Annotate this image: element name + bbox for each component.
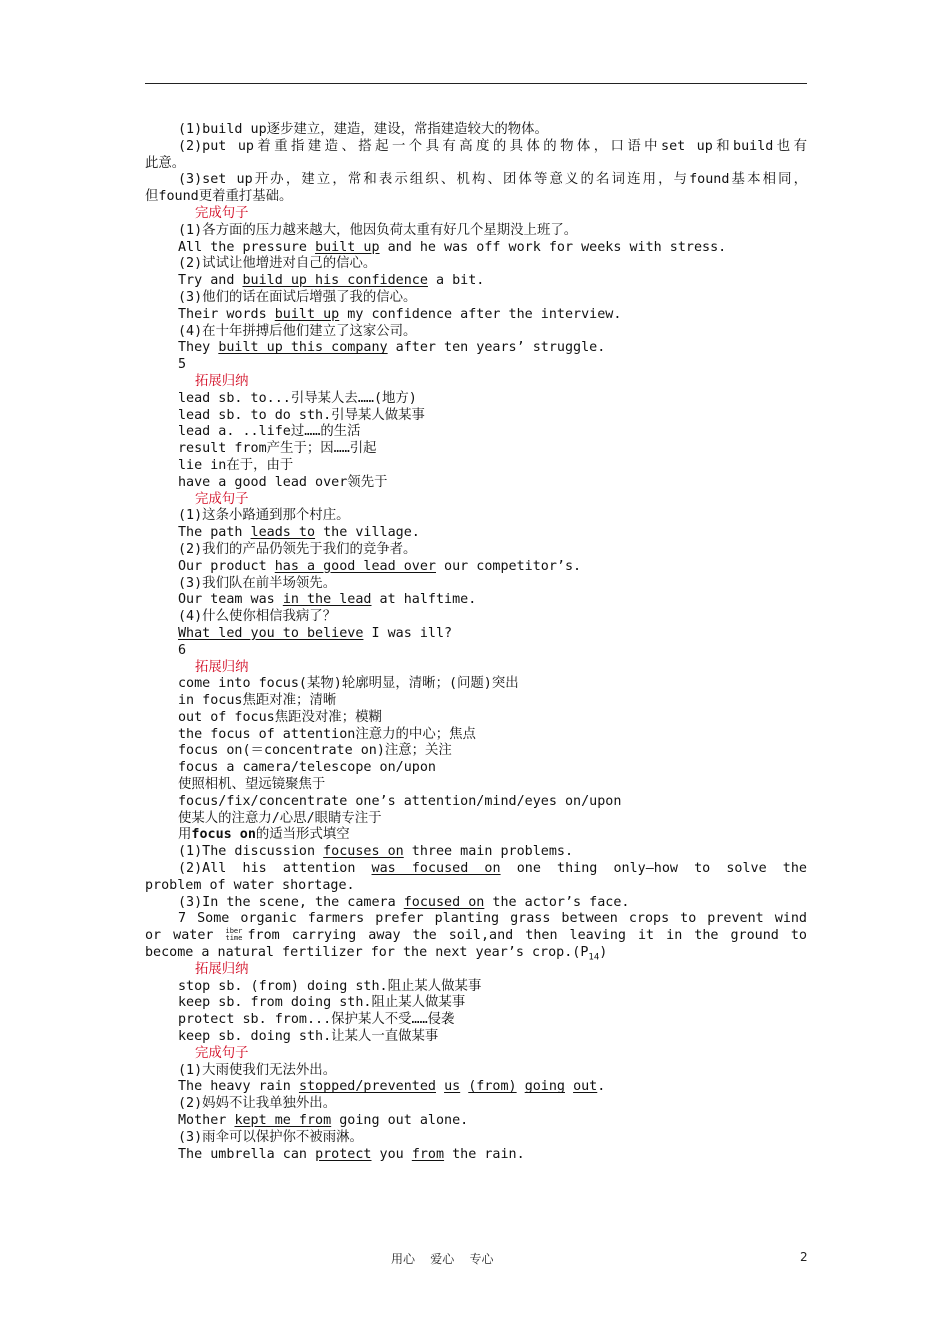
text-segment: become a natural fertilizer for the next year’s crop.(P [145, 945, 589, 961]
text-segment: lead a. ..life过……的生活 [178, 424, 361, 440]
text-segment: (2)妈妈不让我单独外出。 [178, 1096, 337, 1112]
text-line [145, 576, 807, 593]
text-line [145, 878, 807, 895]
text-line [145, 643, 807, 660]
text-segment: (1)The discussion [178, 844, 324, 860]
answer-underlined: was focused on [371, 861, 501, 877]
text-segment: my confidence after the interview. [339, 306, 622, 322]
text-segment: The umbrella can [178, 1146, 316, 1162]
text-line [145, 391, 807, 408]
text-segment: Our team was [178, 592, 283, 608]
text-line [145, 609, 807, 626]
answer-underlined: protect [315, 1146, 372, 1162]
answer-underlined: us [444, 1079, 461, 1095]
text-line [145, 861, 807, 878]
text-line [145, 777, 807, 794]
text-segment: Mother [178, 1113, 235, 1129]
text-segment: 5 [178, 357, 187, 373]
answer-underlined: going [524, 1079, 565, 1095]
answer-underlined: (from) [468, 1079, 517, 1095]
text-line [145, 240, 807, 257]
text-segment: 7 Some organic farmers prefer planting grass between crops to prevent wind [178, 911, 807, 927]
answer-underlined: built up [274, 306, 340, 322]
text-line [145, 1029, 807, 1046]
text-segment: focus on(＝concentrate on)注意；关注 [178, 743, 452, 759]
text-line [145, 475, 807, 492]
text-segment: 的适当形式填空 [255, 827, 350, 843]
document-body [145, 122, 807, 1163]
text-segment: 完成句子 [195, 1045, 249, 1061]
text-line [145, 223, 807, 240]
text-line [145, 743, 807, 760]
text-segment: the rain. [444, 1146, 525, 1162]
answer-underlined: stopped/prevented [298, 1079, 436, 1095]
text-segment: focus/fix/concentrate one’s attention/mind/eyes on/upon [178, 793, 622, 809]
text-segment: 使某人的注意力/心思/眼睛专注于 [178, 810, 382, 826]
text-line [145, 811, 807, 828]
text-segment [517, 1079, 525, 1094]
text-line [145, 189, 807, 206]
text-line [145, 995, 807, 1012]
text-line [145, 324, 807, 341]
text-segment: 完成句子 [195, 491, 249, 507]
text-line [145, 525, 807, 542]
text-line [145, 441, 807, 458]
answer-underlined: leads to [250, 525, 316, 541]
text-segment: (1)这条小路通到那个村庄。 [178, 508, 350, 524]
answer-underlined: out [573, 1079, 598, 1095]
text-segment: result from产生于；因……引起 [178, 441, 377, 457]
text-line [145, 156, 807, 173]
text-segment [565, 1079, 573, 1094]
text-segment: 用 [178, 827, 192, 843]
text-segment: (2)我们的产品仍领先于我们的竞争者。 [178, 541, 417, 557]
header-rule [145, 83, 807, 84]
text-line [145, 340, 807, 357]
text-segment: 14 [588, 952, 600, 963]
text-segment: lie in在于，由于 [178, 457, 294, 473]
text-line [145, 979, 807, 996]
text-segment: (2)put up着重指建造、搭起一个具有高度的具体的物体，口语中set up和build也有 [178, 138, 807, 154]
text-segment: 完成句子 [195, 205, 249, 221]
text-segment: come into focus(某物)轮廓明显，清晰；(问题)突出 [178, 676, 519, 692]
text-segment: All the pressure [178, 239, 316, 255]
answer-underlined: What led you to believe [178, 625, 364, 641]
text-segment: (3)set up开办，建立，常和表示组织、机构、团体等意义的名词连用，与found基本相同， [178, 172, 807, 188]
text-line [145, 592, 807, 609]
text-segment: (3)他们的话在面试后增强了我的信心。 [178, 289, 417, 305]
section-heading [145, 492, 807, 509]
text-segment: a bit. [427, 273, 485, 289]
text-segment: keep sb. from doing sth.阻止某人做某事 [178, 995, 466, 1011]
text-line [145, 827, 807, 844]
text-line [145, 928, 807, 945]
text-line [145, 122, 807, 139]
text-segment: (3)雨伞可以保护你不被雨淋。 [178, 1129, 363, 1145]
text-segment: (3)我们队在前半场领先。 [178, 575, 337, 591]
text-segment: lead sb. to...引导某人去……(地方) [178, 390, 417, 406]
text-segment: from carrying away the soil,and then leaving it in the ground to [247, 928, 807, 944]
text-segment: protect sb. from...保护某人不受……侵袭 [178, 1012, 455, 1028]
text-line [145, 139, 807, 156]
text-line [145, 408, 807, 425]
text-line [145, 626, 807, 643]
text-segment: you [371, 1146, 412, 1162]
text-line [145, 542, 807, 559]
text-line [145, 424, 807, 441]
text-line [145, 1147, 807, 1164]
text-segment: (2)试试让他增进对自己的信心。 [178, 256, 377, 272]
bold-term: focus on [191, 827, 256, 843]
text-segment: The heavy rain [178, 1079, 299, 1095]
answer-underlined: from [411, 1146, 445, 1162]
answer-underlined: build up his confidence [242, 273, 428, 289]
text-segment: keep sb. doing sth.让某人一直做某事 [178, 1029, 439, 1045]
text-line [145, 307, 807, 324]
text-line [145, 458, 807, 475]
text-line [145, 1079, 807, 1096]
text-segment: The path [178, 525, 251, 541]
page-number: 2 [800, 1250, 808, 1264]
text-line [145, 559, 807, 576]
text-segment: have a good lead over领先于 [178, 474, 388, 490]
text-segment: 但found更着重打基础。 [145, 189, 293, 205]
answer-underlined: built up [315, 239, 380, 255]
answer-underlined: kept me from [234, 1113, 332, 1129]
liber-time-mark [225, 928, 247, 942]
text-segment: Our product [178, 558, 275, 574]
text-segment: in focus焦距对准；清晰 [178, 693, 337, 709]
text-segment: after ten years’ struggle. [387, 340, 606, 356]
text-line [145, 273, 807, 290]
text-segment: lead sb. to do sth.引导某人做某事 [178, 407, 425, 423]
text-segment: 此意。 [145, 155, 186, 171]
text-segment: 拓展归纳 [195, 961, 249, 977]
section-heading [145, 962, 807, 979]
answer-underlined: in the lead [282, 592, 372, 608]
section-heading [145, 660, 807, 677]
text-line [145, 710, 807, 727]
text-segment: Their words [178, 306, 275, 322]
answer-underlined: has a good lead over [274, 558, 436, 574]
text-line [145, 508, 807, 525]
answer-underlined: focuses on [323, 844, 404, 860]
text-segment: . [597, 1079, 606, 1095]
text-segment: (2)All his attention [178, 861, 372, 877]
text-segment: 拓展归纳 [195, 659, 249, 675]
text-line [145, 256, 807, 273]
text-segment: (1)各方面的压力越来越大，他因负荷太重有好几个星期没上班了。 [178, 222, 578, 238]
section-heading [145, 374, 807, 391]
text-segment: (4)在十年拼搏后他们建立了这家公司。 [178, 323, 417, 339]
text-segment: 拓展归纳 [195, 373, 249, 389]
text-line [145, 357, 807, 374]
text-segment: and he was off work for weeks with stress. [379, 239, 727, 255]
footer-motto: 用心 爱心 专心 [391, 1252, 494, 1266]
text-segment: (1)大雨使我们无法外出。 [178, 1062, 337, 1078]
text-line [145, 172, 807, 189]
text-line [145, 290, 807, 307]
text-segment: Try and [178, 273, 243, 289]
mark-word: iber [225, 927, 243, 936]
text-segment: 使照相机、望远镜聚焦于 [178, 777, 326, 793]
text-segment: (4)什么使你相信我病了？ [178, 609, 337, 625]
text-segment: the village. [315, 525, 420, 541]
text-segment: They [178, 340, 219, 356]
section-heading [145, 1046, 807, 1063]
text-segment: out of focus焦距没对准；模糊 [178, 709, 382, 725]
text-segment: 6 [178, 642, 187, 658]
text-line [145, 760, 807, 777]
text-line [145, 1113, 807, 1130]
text-line [145, 1012, 807, 1029]
text-line [145, 693, 807, 710]
text-segment [436, 1079, 444, 1094]
text-segment: focus a camera/telescope on/upon [178, 760, 436, 776]
text-segment: our competitor’s. [436, 558, 582, 574]
text-segment: three main problems. [403, 844, 574, 860]
text-line [145, 794, 807, 811]
text-line [145, 1130, 807, 1147]
text-segment: at halftime. [371, 592, 477, 608]
text-line [145, 895, 807, 912]
text-line [145, 676, 807, 693]
section-heading [145, 206, 807, 223]
text-line [145, 1096, 807, 1113]
answer-underlined: focused on [403, 894, 485, 910]
mark-word: time [225, 934, 243, 943]
text-segment: or water [145, 928, 226, 944]
answer-underlined: built up this company [218, 340, 388, 356]
text-segment: the actor’s face. [484, 894, 630, 910]
text-line [145, 945, 807, 962]
text-line [145, 844, 807, 861]
text-segment: one thing only—how to solve the [500, 861, 807, 877]
text-segment: the focus of attention注意力的中心；焦点 [178, 726, 476, 742]
text-segment: I was ill? [363, 625, 453, 641]
text-segment: (1)build up逐步建立，建造，建设，常指建造较大的物体。 [178, 122, 548, 137]
text-line [145, 1063, 807, 1080]
text-line [145, 911, 807, 928]
text-line [145, 727, 807, 744]
text-segment: problem of water shortage. [145, 877, 355, 893]
text-segment: stop sb. (from) doing sth.阻止某人做某事 [178, 978, 482, 994]
text-segment: (3)In the scene, the camera [178, 894, 404, 910]
text-segment: going out alone. [331, 1113, 469, 1129]
text-segment: ) [599, 945, 608, 961]
